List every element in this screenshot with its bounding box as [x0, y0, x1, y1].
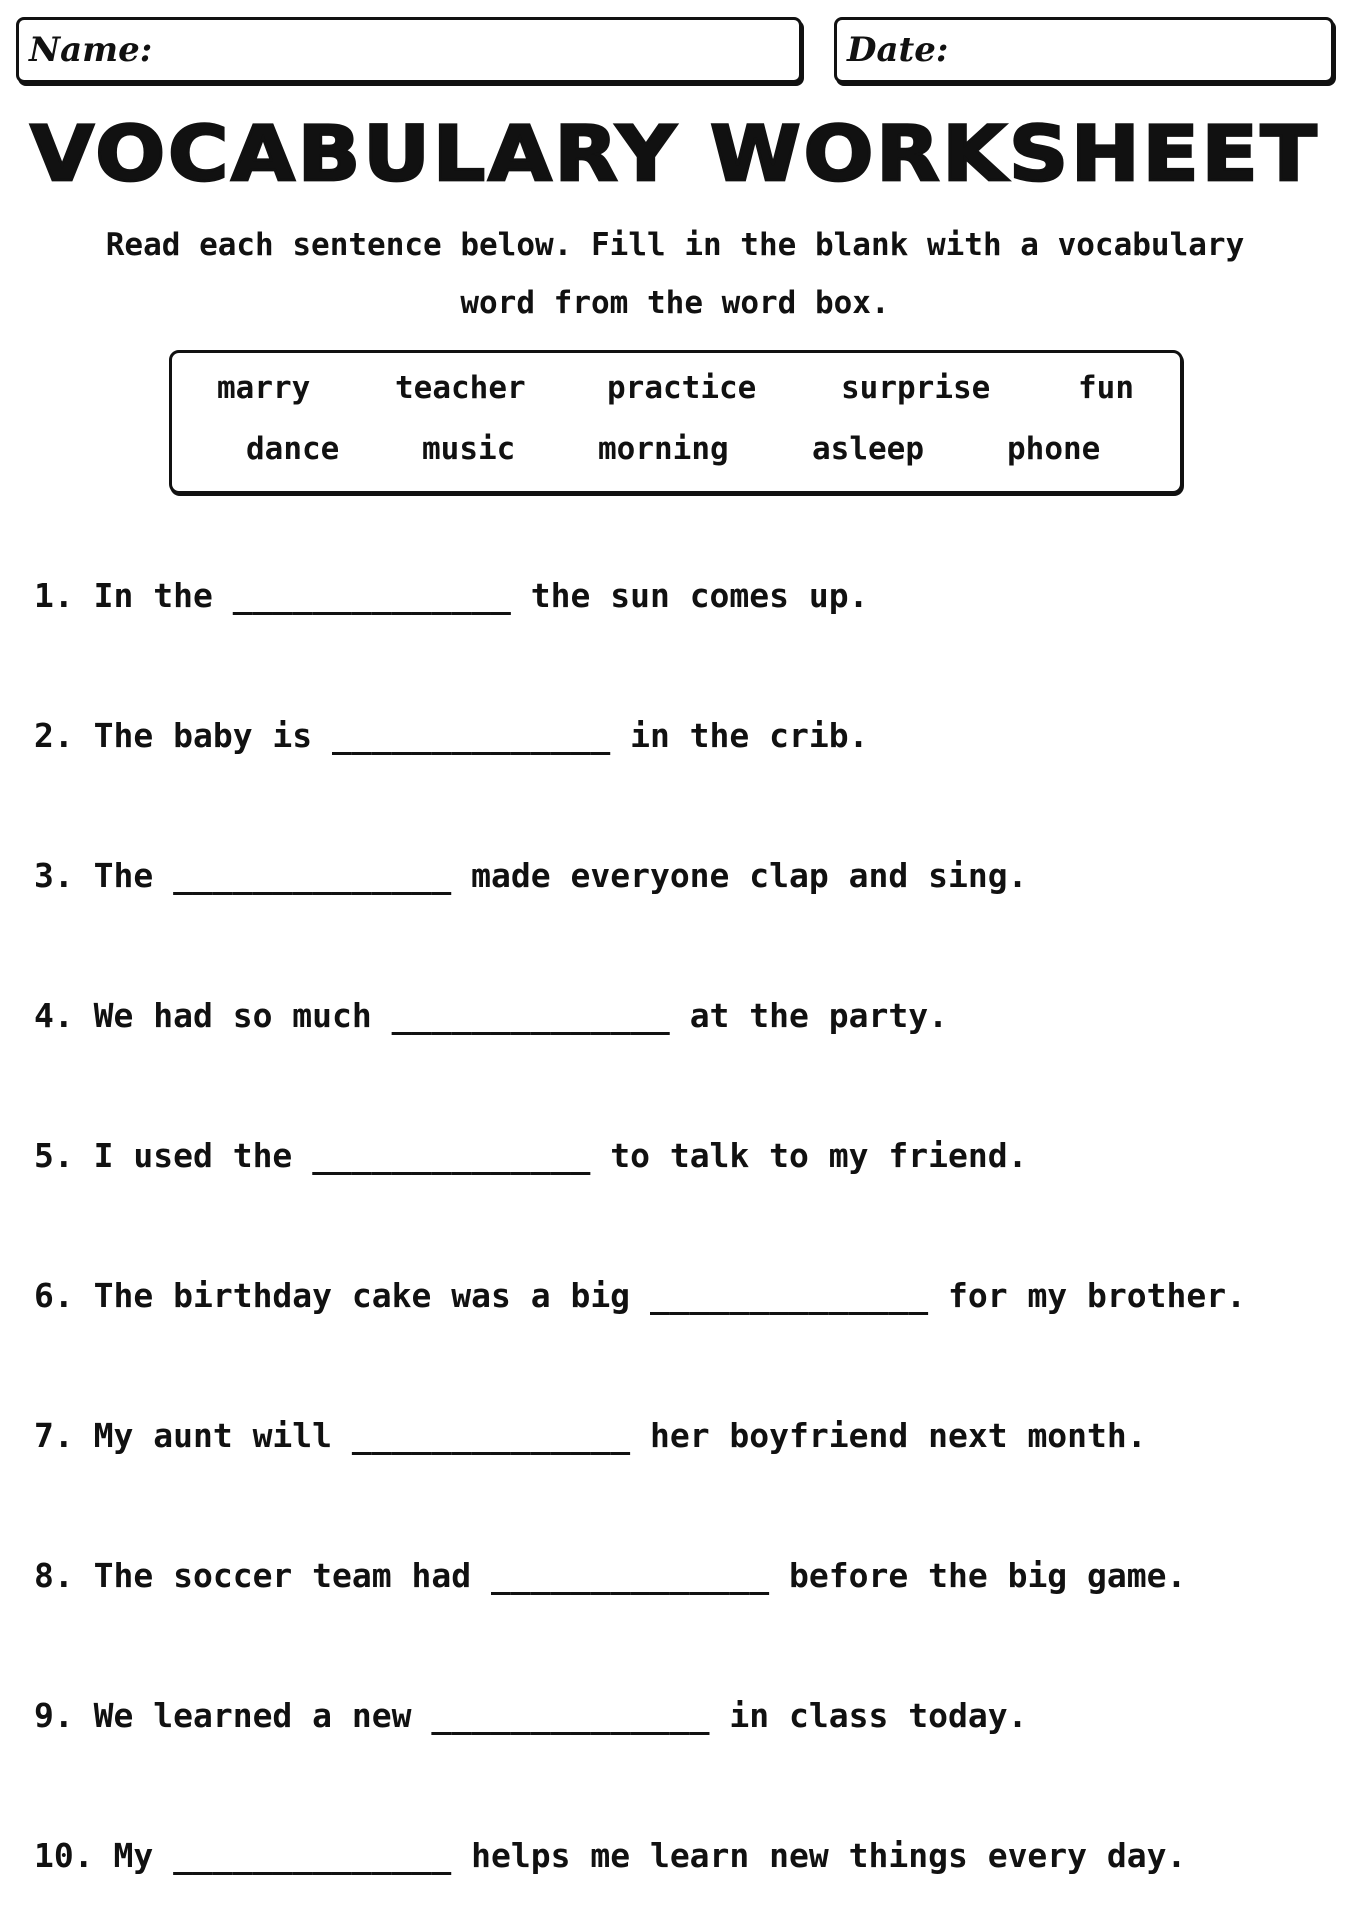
word-bank-item: practice	[607, 370, 757, 406]
name-label: Name:	[29, 30, 153, 70]
name-field[interactable]	[16, 17, 802, 83]
sentence-number: 10.	[34, 1836, 94, 1875]
instructions	[60, 216, 1290, 332]
sentence-text-before: The soccer team had	[93, 1556, 472, 1595]
sentence-text-after: at the party.	[689, 996, 948, 1035]
sentence-item	[34, 1834, 1186, 1878]
sentence-number: 3.	[34, 856, 74, 895]
sentence-text-after: for my brother.	[947, 1276, 1246, 1315]
sentence-number: 9.	[34, 1696, 74, 1735]
answer-blank[interactable]: ______________	[232, 576, 511, 615]
sentence-item	[34, 854, 1027, 898]
answer-blank[interactable]: ______________	[332, 716, 611, 755]
date-label: Date:	[847, 30, 949, 70]
sentence-text-before: My	[113, 1836, 154, 1875]
sentence-text-before: The birthday cake was a big	[93, 1276, 631, 1315]
sentence-text-before: We learned a new	[93, 1696, 412, 1735]
sentence-text-before: The	[93, 856, 154, 895]
answer-blank[interactable]: ______________	[649, 1276, 929, 1315]
sentence-text-before: We had so much	[93, 996, 372, 1035]
sentence-text-after: in class today.	[729, 1696, 1028, 1735]
sentence-number: 1.	[34, 576, 74, 615]
sentence-text-after: helps me learn new things every day.	[471, 1836, 1187, 1875]
sentence-item	[34, 1134, 1027, 1178]
sentence-item	[34, 1694, 1027, 1738]
date-field[interactable]	[834, 17, 1334, 83]
sentence-text-before: My aunt will	[93, 1416, 333, 1455]
sentence-number: 8.	[34, 1556, 74, 1595]
sentence-text-after: made everyone clap and sing.	[471, 856, 1028, 895]
word-bank-item: morning	[598, 431, 729, 467]
answer-blank[interactable]: ______________	[351, 1416, 631, 1455]
sentence-item	[34, 1554, 1186, 1598]
sentence-number: 2.	[34, 716, 74, 755]
sentence-number: 5.	[34, 1136, 74, 1175]
sentence-item	[34, 574, 869, 618]
worksheet-title: VOCABULARY WORKSHEET	[30, 110, 1320, 199]
sentence-text-before: I used the	[93, 1136, 293, 1175]
instructions-line-1: Read each sentence below. Fill in the blank with a vocabulary	[105, 227, 1245, 263]
sentence-number: 7.	[34, 1416, 74, 1455]
word-bank-item: asleep	[812, 431, 924, 467]
answer-blank[interactable]: ______________	[173, 856, 452, 895]
word-bank-item: music	[422, 431, 516, 467]
sentence-item	[34, 994, 948, 1038]
sentence-number: 6.	[34, 1276, 74, 1315]
sentence-text-after: before the big game.	[789, 1556, 1187, 1595]
word-bank-item: surprise	[841, 370, 991, 406]
sentence-text-before: The baby is	[93, 716, 313, 755]
answer-blank[interactable]: ______________	[312, 1136, 591, 1175]
sentence-text-after: the sun comes up.	[530, 576, 869, 615]
sentence-text-after: to talk to my friend.	[610, 1136, 1028, 1175]
answer-blank[interactable]: ______________	[391, 996, 670, 1035]
sentence-item	[34, 1414, 1147, 1458]
word-bank-item: teacher	[395, 370, 526, 406]
word-bank-item: phone	[1007, 431, 1101, 467]
sentence-number: 4.	[34, 996, 74, 1035]
instructions-line-2: word from the word box.	[460, 285, 890, 321]
sentence-item	[34, 1274, 1246, 1318]
word-bank-item: dance	[246, 431, 340, 467]
sentence-text-before: In the	[93, 576, 213, 615]
word-box	[169, 350, 1183, 494]
answer-blank[interactable]: ______________	[173, 1836, 452, 1875]
word-bank-item: marry	[217, 370, 311, 406]
answer-blank[interactable]: ______________	[491, 1556, 770, 1595]
sentence-text-after: in the crib.	[630, 716, 869, 755]
word-bank-item: fun	[1078, 370, 1134, 406]
answer-blank[interactable]: ______________	[431, 1696, 710, 1735]
sentence-item	[34, 714, 869, 758]
sentence-text-after: her boyfriend next month.	[649, 1416, 1147, 1455]
